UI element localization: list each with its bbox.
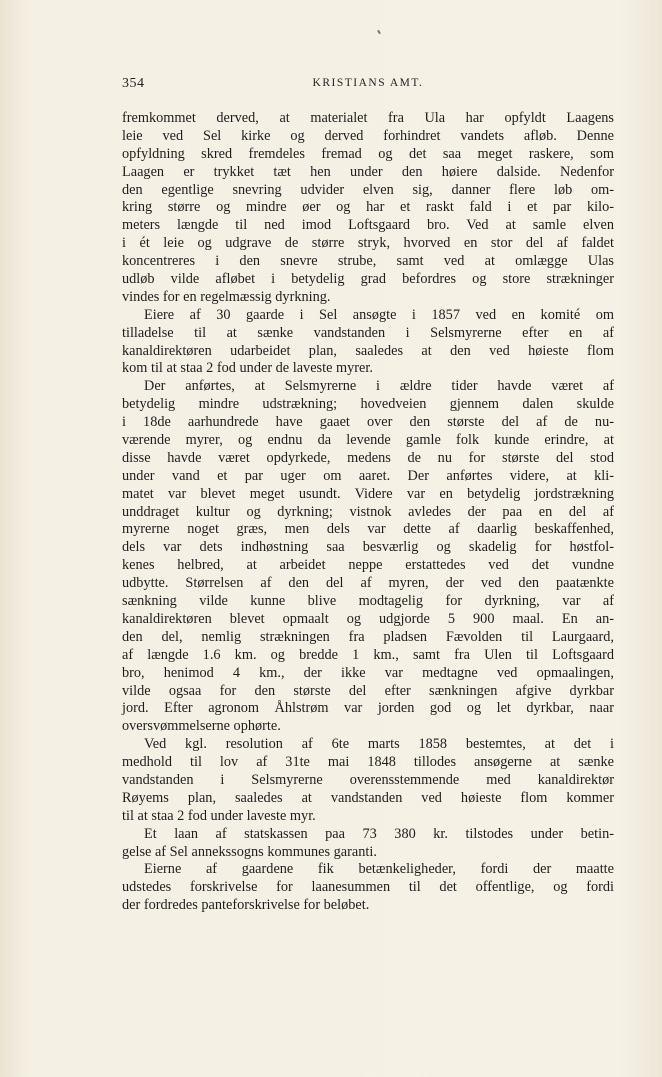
text-line: bro, henimod 4 km., der ikke var medtagne ved opmaalingen,: [122, 664, 614, 681]
text-line: oversvømmelserne ophørte.: [122, 718, 281, 735]
text-line: sænkning vilde kunne blive modtagelig for dyrkning, var af: [122, 593, 614, 610]
text-line: unddraget kultur og dyrkning; vistnok avledes der paa en del af: [122, 503, 614, 520]
text-line: vindes for en regelmæssig dyrkning.: [122, 288, 331, 305]
running-title: KRISTIANS AMT.: [312, 77, 424, 89]
text-line: myrerne noget græs, men dels var dette af daarlig beskaffenhed,: [122, 521, 614, 538]
text-line: udstedes forskrivelse for laanesummen til det offentlige, og fordi: [122, 879, 614, 896]
text-line: vandstanden i Selsmyrerne overensstemmende med kanaldirektør: [122, 771, 614, 788]
text-line: den del, nemlig strækningen fra pladsen Fævolden til Laurgaard,: [122, 628, 614, 645]
print-speck: [377, 30, 381, 34]
page-number: 354: [122, 76, 145, 91]
text-line: betydelig mindre udstrækning; hovedveien gjennem dalen skulde: [122, 396, 614, 413]
text-line: kring større og mindre øer og har et raskt fald i et par kilo-: [122, 199, 614, 216]
text-line: opfyldning skred fremdeles fremad og det saa meget raskere, som: [122, 145, 614, 162]
text-line: jord. Efter agronom Åhlstrøm var jorden god og let dyrkbar, naar: [122, 700, 614, 717]
text-line: fremkommet derved, at materialet fra Ula har opfyldt Laagens: [122, 110, 614, 126]
text-line: Ved kgl. resolution af 6te marts 1858 bestemtes, at det i: [144, 736, 614, 753]
text-line: til at staa 2 fod under laveste myr.: [122, 807, 316, 824]
text-line: tilladelse til at sænke vandstanden i Selsmyrerne efter en af: [122, 324, 614, 341]
text-line: meters længde til ned imod Loftsgaard bro. Ved at samle elven: [122, 217, 614, 234]
text-line: der fordredes panteforskrivelse for beløbet.: [122, 897, 370, 914]
text-line: i 18de aarhundrede have gaaet over den største del af de nu-: [122, 414, 614, 431]
text-line: vilde ogsaa for den største del efter sænkningen afgive dyrkbar: [122, 682, 614, 699]
text-line: i ét leie og udgrave de større stryk, hvorved en stor del af faldet: [122, 235, 614, 252]
text-line: under vand et par uger om aaret. Der anførtes videre, at kli-: [122, 467, 614, 484]
body-text: [122, 110, 614, 915]
text-line: kanaldirektøren blevet opmaalt og udgjorde 5 900 maal. En an-: [122, 610, 614, 627]
text-line: udbytte. Størrelsen af den del af myren, der ved den paatænkte: [122, 575, 614, 592]
text-line: gelse af Sel annekssogns kommunes garanti.: [122, 843, 377, 860]
text-line: kenes helbred, at arbeidet neppe erstattedes ved det vundne: [122, 557, 614, 574]
text-line: disse havde været opdyrkede, medens de nu for største del stod: [122, 449, 614, 466]
text-line: leie ved Sel kirke og derved forhindret vandets afløb. Denne: [122, 127, 614, 144]
text-line: kanaldirektøren udarbeidet plan, saaledes at den ved høieste flom: [122, 342, 614, 359]
text-line: Eiere af 30 gaarde i Sel ansøgte i 1857 ved en komité om: [144, 306, 614, 323]
text-line: værende myrer, og endnu da levende gamle folk kunde erindre, at: [122, 432, 614, 449]
text-line: koncentreres i den snevre strube, samt ved at omlægge Ulas: [122, 253, 614, 270]
page-header: [122, 76, 614, 94]
text-line: Laagen er trykket tæt hen under den høiere dalside. Nedenfor: [122, 163, 614, 180]
text-line: Røyems plan, saaledes at vandstanden ved høieste flom kommer: [122, 789, 614, 806]
text-line: Et laan af statskassen paa 73 380 kr. tilstodes under betin-: [144, 825, 614, 842]
text-line: Der anførtes, at Selsmyrerne i ældre tider havde været af: [144, 378, 614, 395]
text-line: dels var dets indhøstning saa besværlig og skadelig for høstfol-: [122, 539, 614, 556]
text-line: af længde 1.6 km. og bredde 1 km., samt fra Ulen til Loftsgaard: [122, 646, 614, 663]
text-line: medhold til lov af 31te mai 1848 tillodes ansøgerne at sænke: [122, 754, 614, 771]
text-line: den egentlige snevring udvider elven sig, danner flere løb om-: [122, 181, 614, 198]
text-line: udløb vilde afløbet i betydelig grad befordres og store strækninger: [122, 271, 614, 288]
text-line: Eierne af gaardene fik betænkeligheder, fordi der maatte: [144, 861, 614, 878]
text-line: matet var blevet meget usundt. Videre var en betydelig jordstrækning: [122, 485, 614, 502]
text-line: kom til at staa 2 fod under de laveste myrer.: [122, 360, 373, 377]
